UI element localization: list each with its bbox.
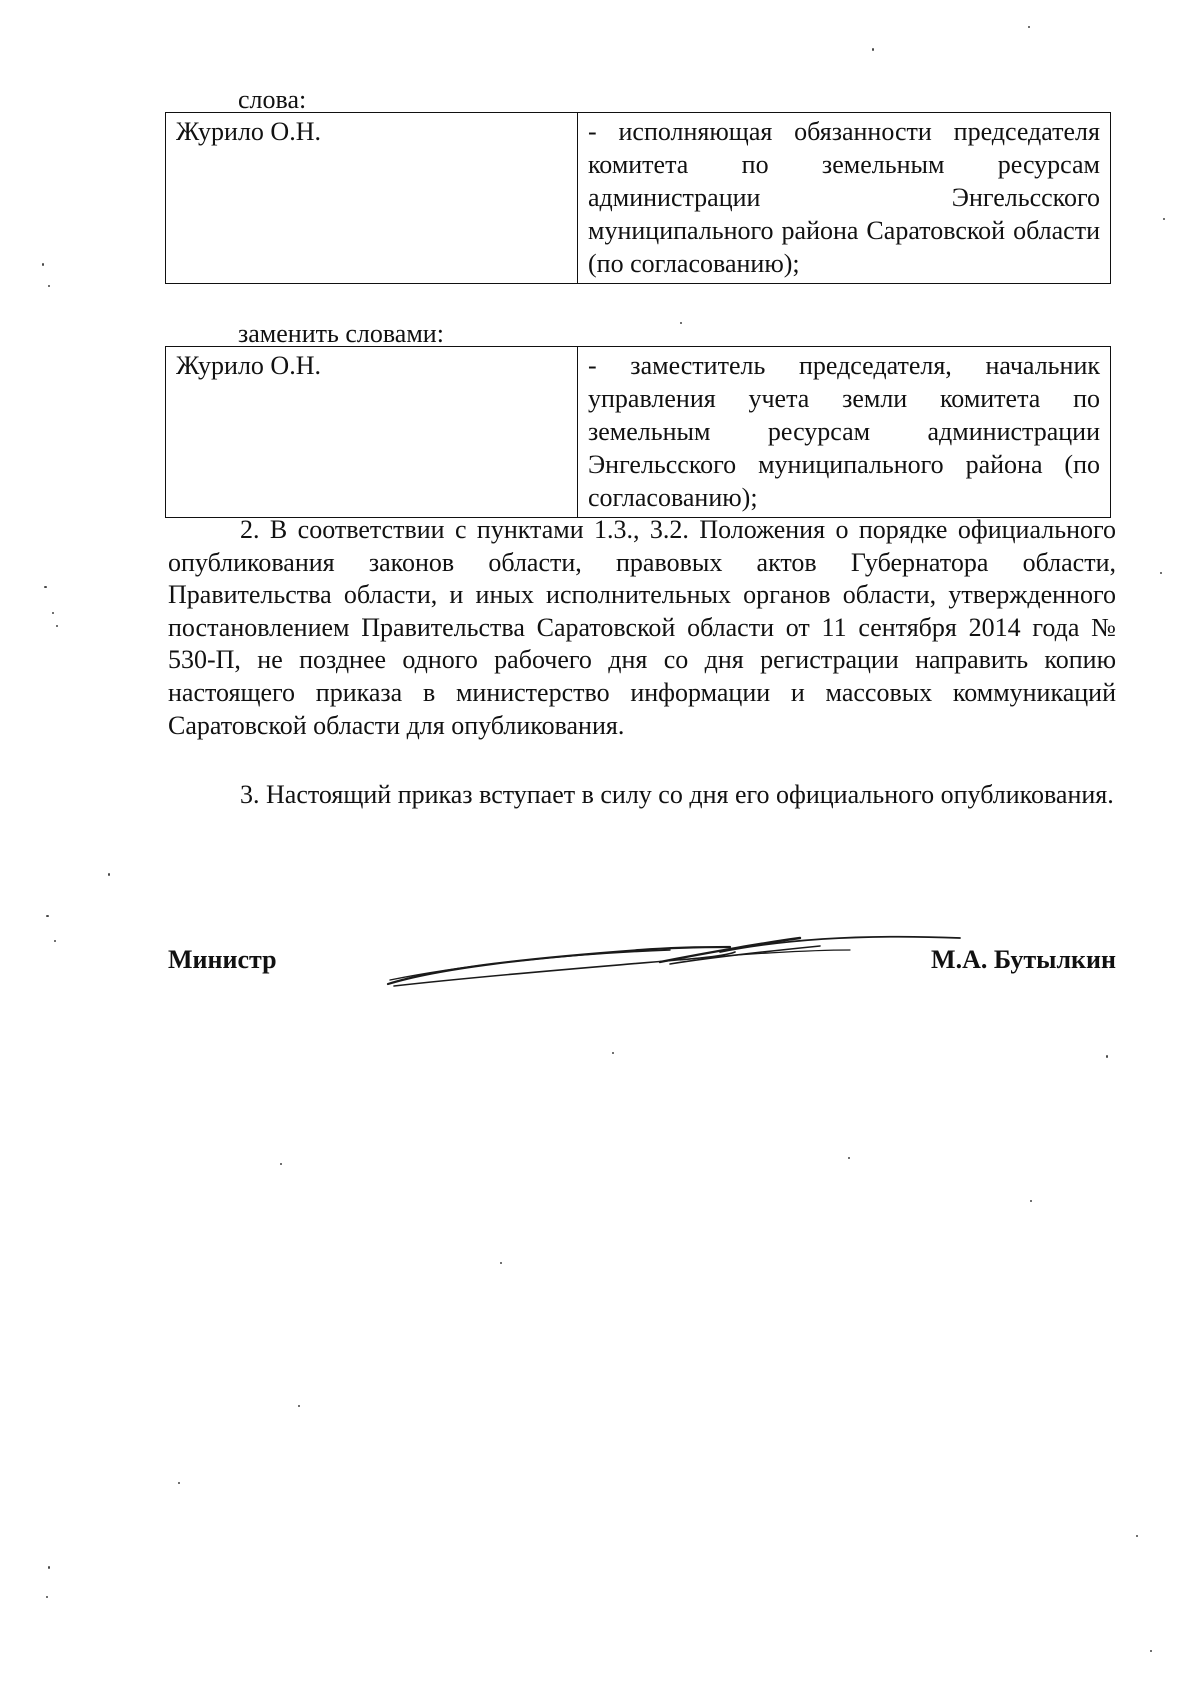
scan-speck (56, 625, 58, 627)
new-position-table (165, 346, 1111, 518)
replace-words-label: заменить словами: (238, 319, 444, 348)
scan-speck (612, 1052, 614, 1054)
scan-speck (1163, 218, 1165, 220)
scan-speck (54, 940, 56, 942)
scan-speck (1150, 1650, 1152, 1652)
person-name: Журило О.Н. (166, 347, 578, 518)
scan-speck (52, 612, 54, 614)
scan-speck (44, 586, 47, 588)
scan-speck (46, 1596, 48, 1598)
table-row (166, 347, 1111, 518)
old-position-description: - исполняющая обязанности председателя комитета по земельным ресурсам администрации Энгельсского муниципального района Саратовской области (по согласованию); (578, 113, 1111, 284)
old-position-table (165, 112, 1111, 284)
table-row (166, 113, 1111, 284)
scan-speck (46, 915, 49, 917)
scan-speck (1136, 1535, 1138, 1537)
words-label: слова: (238, 85, 307, 114)
scan-speck (500, 1262, 502, 1264)
scan-speck (1028, 26, 1030, 28)
signatory-title: Министр (168, 945, 277, 974)
paragraph-3: 3. Настоящий приказ вступает в силу со дня его официального опубликования. (240, 780, 1114, 809)
scan-speck (48, 285, 50, 287)
scan-speck (1030, 1200, 1032, 1202)
person-name: Журило О.Н. (166, 113, 578, 284)
scan-speck (1160, 572, 1162, 574)
scan-speck (298, 1405, 300, 1407)
scan-speck (280, 1163, 282, 1165)
handwritten-signature (380, 920, 970, 990)
signatory-name: М.А. Бутылкин (931, 945, 1116, 974)
paragraph-2: 2. В соответствии с пунктами 1.3., 3.2. Положения о порядке официального опубликования законов области, правовых актов Губернатора области, Правительства области, и иных исполнительных органов области, утвержденного постановлением Правительства Саратовской области от 11 сентября 2014 года № 530-П, не позднее одного рабочего дня со дня регистрации направить копию настоящего приказа в министерство информации и массовых коммуникаций Саратовской области для опубликования. (168, 515, 1116, 740)
scan-speck (1106, 1055, 1108, 1058)
scan-speck (872, 48, 874, 51)
scan-speck (848, 1157, 850, 1159)
new-position-description: - заместитель председателя, начальник управления учета земли комитета по земельным ресурсам администрации Энгельсского муниципального района (по согласованию); (578, 347, 1111, 518)
scan-speck (178, 1482, 180, 1484)
scan-speck (680, 322, 682, 324)
scan-speck (42, 263, 44, 266)
scan-speck (48, 1566, 50, 1569)
scan-speck (108, 873, 110, 876)
